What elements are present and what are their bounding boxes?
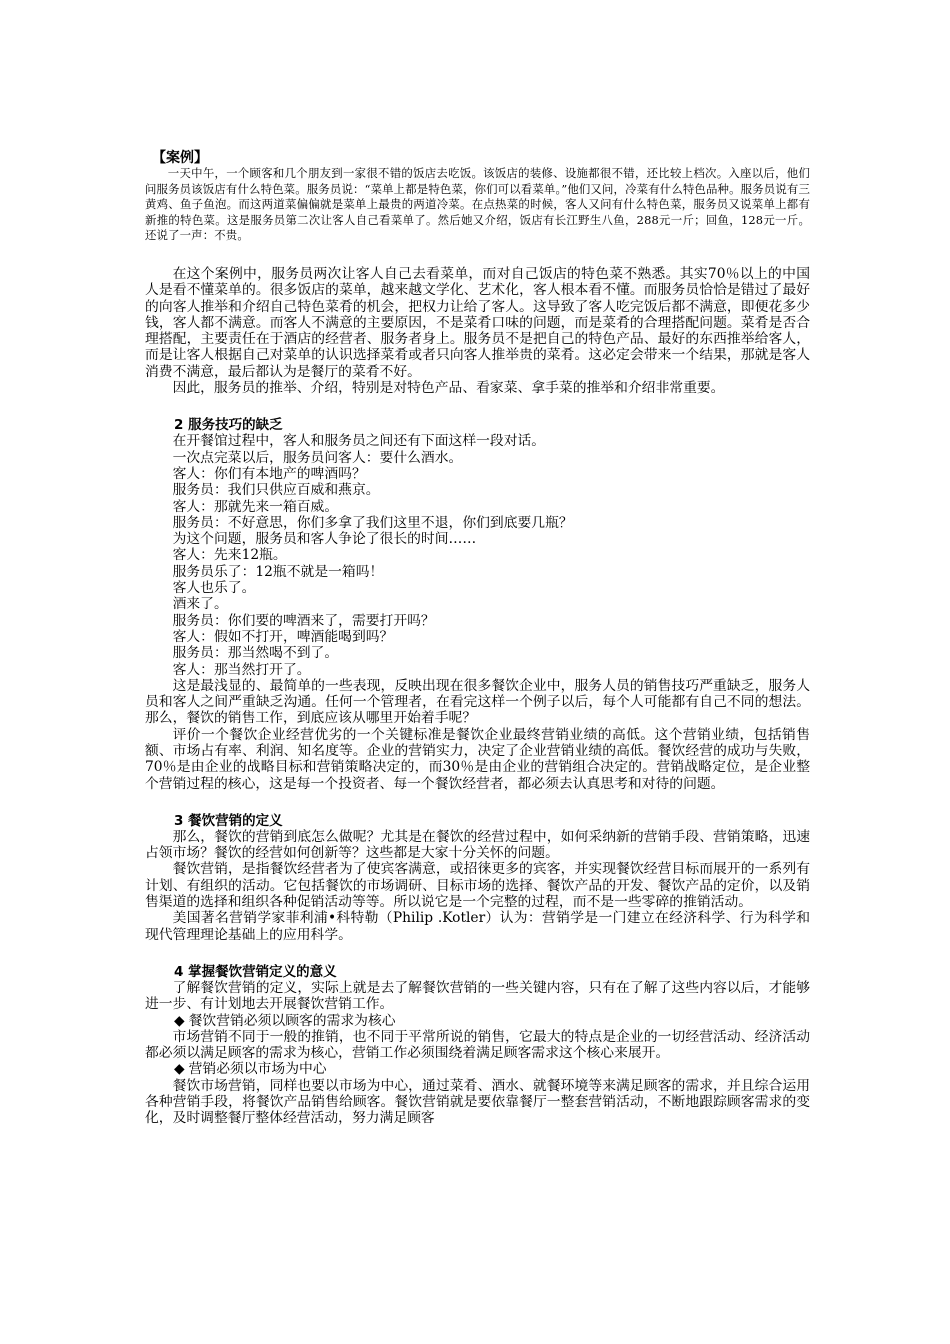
spacer <box>145 943 810 964</box>
body-paragraph: 美国著名营销学家菲利浦•科特勒（Philip .Kotler）认为：营销学是一门建立在经济科学、行为科学和现代管理理论基础上的应用科学。 <box>145 910 810 943</box>
bullet-point-label: 餐饮营销必须以顾客的需求为核心 <box>188 1012 396 1029</box>
body-paragraph: 那么，餐饮的营销到底怎么做呢？尤其是在餐饮的经营过程中，如何采纳新的营销手段、营销策略，迅速占领市场？餐饮的经营如何创新等？这些都是大家十分关怀的问题。 <box>145 828 810 862</box>
bullet-point-label: 营销必须以市场为中心 <box>188 1061 327 1078</box>
spacer <box>145 244 810 266</box>
analysis-conclusion: 因此，服务员的推举、介绍，特别是对特色产品、看家菜、拿手菜的推举和介绍非常重要。 <box>172 380 725 397</box>
dialogue-line: 服务员：那当然喝不到了。 <box>172 645 339 662</box>
dialogue-line: 服务员：我们只供应百威和燕京。 <box>172 482 380 499</box>
section-heading-2: 2 服务技巧的缺乏 <box>174 417 283 434</box>
body-paragraph: 这是最浅显的、最简单的一些表现，反映出现在很多餐饮企业中，服务人员的销售技巧严重缺乏，服务人员和客人之间严重缺乏沟通。任何一个管理者，在看完这样一个例子以后，每个人可能都有自己不同的想法。那么，餐饮的销售工作，到底应该从哪里开始着手呢？ <box>145 677 810 727</box>
body-paragraph: 餐饮市场营销，同样也要以市场为中心，通过菜肴、酒水、就餐环境等来满足顾客的需求，并且综合运用各种营销手段，将餐饮产品销售给顾客。餐饮营销就是要依靠餐厅一整套营销活动，不断地跟踪顾客需求的变化，及时调整餐厅整体经营活动，努力满足顾客 <box>145 1077 810 1127</box>
bullet-point <box>145 1013 810 1029</box>
section-heading-3: 3 餐饮营销的定义 <box>174 812 283 829</box>
dialogue-line: 客人：那当然打开了。 <box>172 661 311 678</box>
dialogue-line: 在开餐馆过程中，客人和服务员之间还有下面这样一段对话。 <box>172 433 546 450</box>
dialogue-line: 客人：你们有本地产的啤酒吗？ <box>172 465 366 482</box>
body-paragraph: 了解餐饮营销的定义，实际上就是去了解餐饮营销的一些关键内容，只有在了解了这些内容以后，才能够进一步、有计划地去开展餐饮营销工作。 <box>145 979 810 1013</box>
diamond-bullet-icon: ◆ <box>174 1061 185 1078</box>
diamond-bullet-icon: ◆ <box>174 1012 185 1029</box>
case-title: 【案例】 <box>152 150 208 166</box>
case-story: 一天中午，一个顾客和几个朋友到一家很不错的饭店去吃饭。该饭店的装修、设施都很不错，还比较上档次。入座以后，他们问服务员该饭店有什么特色菜。服务员说：“菜单上都是特色菜，你们可以看菜单。”他们又问，冷菜有什么特色品种。服务员说有三黄鸡、鱼子鱼泡。而这两道菜偏偏就是菜单上最贵的两道冷菜。在点热菜的时候，客人又问有什么特色菜，服务员又说菜单上都有新推的特色菜。这是服务员第二次让客人自己看菜单了。然后她又介绍，饭店有长江野生八鱼，288元一斤；回鱼，128元一斤。还说了一声：不贵。 <box>145 166 810 243</box>
dialogue-line: 服务员：你们要的啤酒来了，需要打开吗？ <box>172 612 435 629</box>
dialogue-line: 服务员乐了：12瓶不就是一箱吗！ <box>172 563 384 580</box>
dialogue-line: 客人也乐了。 <box>172 580 256 597</box>
dialogue-line: 服务员：不好意思，你们多拿了我们这里不退，你们到底要几瓶？ <box>172 514 573 531</box>
dialogue-line: 客人：先来12瓶。 <box>172 547 287 564</box>
analysis-paragraph: 在这个案例中，服务员两次让客人自己去看菜单，而对自己饭店的特色菜不熟悉。其实70％以上的中国人是看不懂菜单的。很多饭店的菜单，越来越文学化、艺术化，客人根本看不懂。而服务员恰恰是错过了最好的向客人推举和介绍自己特色菜肴的机会，把权力让给了客人。这导致了客人吃完饭后都不满意，即便花多少钱，客人都不满意。而客人不满意的主要原因，不是菜肴口味的问题，而是菜肴的合理搭配问题。菜肴是否合理搭配，主要责任在于酒店的经营者、服务者身上。服务员不是把自己的特色产品、最好的东西推举给客人，而是让客人根据自己对菜单的认识选择菜肴或者只向客人推举贵的菜肴。这必定会带来一个结果，那就是客人消费不满意，最后都认为是餐厅的菜肴不好。 <box>145 265 810 380</box>
dialogue-line: 酒来了。 <box>172 596 228 613</box>
body-paragraph: 评价一个餐饮企业经营优劣的一个关键标准是餐饮企业最终营销业绩的高低。这个营销业绩，包括销售额、市场占有率、利润、知名度等。企业的营销实力，决定了企业营销业绩的高低。餐饮经营的成功与失败，70％是由企业的战略目标和营销策略决定的，而30％是由企业的营销组合决定的。营销战略定位，是企业整个营销过程的核心，这是每一个投资者、每一个餐饮经营者，都必须去认真思考和对待的问题。 <box>145 726 810 792</box>
document-page <box>145 150 810 1127</box>
body-paragraph: 市场营销不同于一般的推销，也不同于平常所说的销售，它最大的特点是企业的一切经营活动、经济活动都必须以满足顾客的需求为核心，营销工作必须围绕着满足顾客需求这个核心来展开。 <box>145 1028 810 1062</box>
spacer <box>145 396 810 417</box>
dialogue-line: 为这个问题，服务员和客人争论了很长的时间…… <box>172 531 477 548</box>
bullet-point <box>145 1061 810 1077</box>
dialogue-line: 客人：假如不打开，啤酒能喝到吗？ <box>172 628 394 645</box>
body-paragraph: 餐饮营销，是指餐饮经营者为了使宾客满意，或招徕更多的宾客，并实现餐饮经营目标而展开的一系列有计划、有组织的活动。它包括餐饮的市场调研、目标市场的选择、餐饮产品的开发、餐饮产品的定价，以及销售渠道的选择和组织各种促销活动等等。所以说它是一个完整的过程，而不是一些零碎的推销活动。 <box>145 861 810 911</box>
dialogue-line: 客人：那就先来一箱百威。 <box>172 498 339 515</box>
dialogue-line: 一次点完菜以后，服务员问客人：要什么酒水。 <box>172 449 463 466</box>
spacer <box>145 792 810 813</box>
section-heading-4: 4 掌握餐饮营销定义的意义 <box>174 963 337 980</box>
